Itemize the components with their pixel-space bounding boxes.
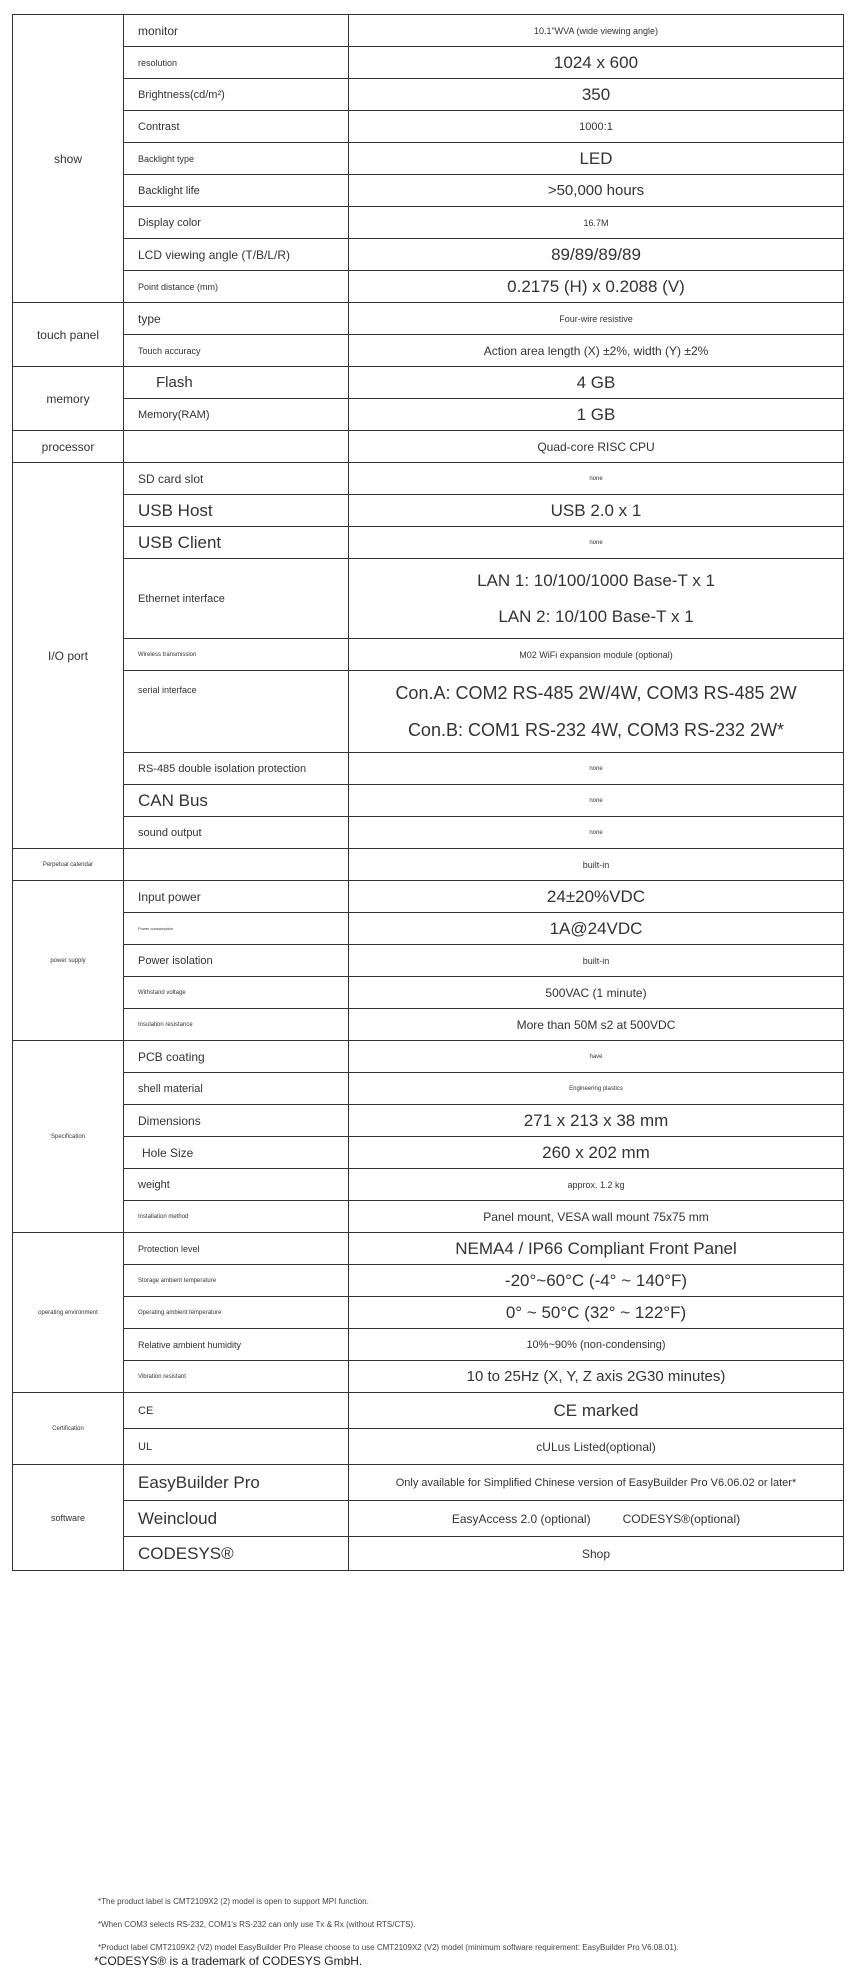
row-value: built-in: [349, 945, 844, 977]
section-processor: processor: [13, 431, 124, 463]
row-value: 10 to 25Hz (X, Y, Z axis 2G30 minutes): [349, 1361, 844, 1393]
row-value: Only available for Simplified Chinese version of EasyBuilder Pro V6.06.02 or later*: [349, 1465, 844, 1501]
row-label: Installation method: [124, 1201, 349, 1233]
row-label: Protection level: [124, 1233, 349, 1265]
table-row: [13, 463, 844, 495]
value-line-2: Con.B: COM1 RS-232 4W, COM3 RS-232 2W*: [407, 719, 785, 740]
row-label: weight: [124, 1169, 349, 1201]
table-row: [13, 671, 844, 753]
row-label: [124, 431, 349, 463]
row-value: 0° ~ 50°C (32° ~ 122°F): [349, 1297, 844, 1329]
row-value: USB 2.0 x 1: [349, 495, 844, 527]
row-label: CAN Bus: [124, 785, 349, 817]
table-row: [13, 1073, 844, 1105]
table-row: [13, 913, 844, 945]
table-row: [13, 1041, 844, 1073]
row-label: Backlight life: [124, 175, 349, 207]
row-value: 4 GB: [349, 367, 844, 399]
table-row: [13, 495, 844, 527]
row-value: 1000:1: [349, 111, 844, 143]
row-label: Ethernet interface: [124, 559, 349, 639]
row-label: sound output: [124, 817, 349, 849]
row-label: Weincloud: [124, 1501, 349, 1537]
table-row: [13, 1137, 844, 1169]
row-value: More than 50M s2 at 500VDC: [349, 1009, 844, 1041]
row-value: -20°~60°C (-4° ~ 140°F): [349, 1265, 844, 1297]
table-row: [13, 817, 844, 849]
section-specification: Specification: [13, 1041, 124, 1233]
row-value: Engineering plastics: [349, 1073, 844, 1105]
row-label: Touch accuracy: [124, 335, 349, 367]
row-value: 24±20%VDC: [349, 881, 844, 913]
row-label: Contrast: [124, 111, 349, 143]
row-value: 16.7M: [349, 207, 844, 239]
table-row: [13, 239, 844, 271]
row-value: [349, 671, 844, 753]
row-value: 271 x 213 x 38 mm: [349, 1105, 844, 1137]
row-label: Power isolation: [124, 945, 349, 977]
row-label: Display color: [124, 207, 349, 239]
row-label: resolution: [124, 47, 349, 79]
table-row: [13, 111, 844, 143]
table-row: [13, 1297, 844, 1329]
row-label: Brightness(cd/m²): [124, 79, 349, 111]
row-label: Flash: [124, 367, 349, 399]
table-row: [13, 303, 844, 335]
row-label: Withstand voltage: [124, 977, 349, 1009]
row-label: Point distance (mm): [124, 271, 349, 303]
row-value: have: [349, 1041, 844, 1073]
row-value: 500VAC (1 minute): [349, 977, 844, 1009]
row-label: Vibration resistant: [124, 1361, 349, 1393]
table-row: [13, 977, 844, 1009]
row-value: none: [349, 463, 844, 495]
row-value: NEMA4 / IP66 Compliant Front Panel: [349, 1233, 844, 1265]
table-row: [13, 367, 844, 399]
row-value: cULus Listed(optional): [349, 1429, 844, 1465]
row-value: 350: [349, 79, 844, 111]
table-row: [13, 785, 844, 817]
row-value: none: [349, 785, 844, 817]
row-label: monitor: [124, 15, 349, 47]
row-label: RS-485 double isolation protection: [124, 753, 349, 785]
table-row: [13, 79, 844, 111]
row-label: UL: [124, 1429, 349, 1465]
row-value: CE marked: [349, 1393, 844, 1429]
value-part-2: CODESYS®(optional): [622, 1511, 741, 1526]
row-value: Shop: [349, 1537, 844, 1571]
table-row: [13, 527, 844, 559]
section-show: show: [13, 15, 124, 303]
table-row: [13, 143, 844, 175]
table-row: [13, 753, 844, 785]
row-value: [349, 559, 844, 639]
section-power-supply: power supply: [13, 881, 124, 1041]
table-row: [13, 1201, 844, 1233]
row-value: 10.1"WVA (wide viewing angle): [349, 15, 844, 47]
row-value: Quad-core RISC CPU: [349, 431, 844, 463]
table-row: [13, 431, 844, 463]
footnote: *The product label is CMT2109X2 (2) model is open to support MPI function.: [98, 1897, 369, 1906]
table-row: [13, 1465, 844, 1501]
table-row: [13, 1009, 844, 1041]
trademark-note: *CODESYS® is a trademark of CODESYS GmbH.: [94, 1954, 363, 1968]
table-row: [13, 1429, 844, 1465]
row-value: 1A@24VDC: [349, 913, 844, 945]
table-row: [13, 1265, 844, 1297]
row-value: 89/89/89/89: [349, 239, 844, 271]
row-label: Relative ambient humidity: [124, 1329, 349, 1361]
row-label: Operating ambient temperature: [124, 1297, 349, 1329]
row-label: serial interface: [124, 671, 349, 753]
value-part-1: EasyAccess 2.0 (optional): [451, 1511, 591, 1526]
value-line-1: Con.A: COM2 RS-485 2W/4W, COM3 RS-485 2W: [395, 682, 797, 703]
table-row: [13, 47, 844, 79]
section-io-port: I/O port: [13, 463, 124, 849]
row-label: Hole Size: [124, 1137, 349, 1169]
row-label: LCD viewing angle (T/B/L/R): [124, 239, 349, 271]
row-value: Panel mount, VESA wall mount 75x75 mm: [349, 1201, 844, 1233]
table-row: [13, 1169, 844, 1201]
value-line-2: LAN 2: 10/100 Base-T x 1: [498, 606, 694, 626]
row-value: LED: [349, 143, 844, 175]
footnotes: [98, 1890, 838, 1959]
row-label: Storage ambient temperature: [124, 1265, 349, 1297]
row-value: built-in: [349, 849, 844, 881]
table-row: [13, 849, 844, 881]
row-label: shell material: [124, 1073, 349, 1105]
table-row: [13, 1393, 844, 1429]
row-label: Dimensions: [124, 1105, 349, 1137]
table-row: [13, 399, 844, 431]
table-row: [13, 1233, 844, 1265]
row-label: Power consumption: [124, 913, 349, 945]
row-value: >50,000 hours: [349, 175, 844, 207]
row-label: Input power: [124, 881, 349, 913]
table-row: [13, 15, 844, 47]
footnote: *When COM3 selects RS-232, COM1's RS-232 can only use Tx & Rx (without RTS/CTS).: [98, 1920, 416, 1929]
table-row: [13, 1361, 844, 1393]
row-value: 1 GB: [349, 399, 844, 431]
row-label: CODESYS®: [124, 1537, 349, 1571]
section-operating-environment: operating environment: [13, 1233, 124, 1393]
row-label: CE: [124, 1393, 349, 1429]
table-row: [13, 1501, 844, 1537]
row-value: approx. 1.2 kg: [349, 1169, 844, 1201]
row-value: 10%~90% (non-condensing): [349, 1329, 844, 1361]
row-label: type: [124, 303, 349, 335]
section-certification: Certification: [13, 1393, 124, 1465]
row-label: SD card slot: [124, 463, 349, 495]
table-row: [13, 639, 844, 671]
row-value: 260 x 202 mm: [349, 1137, 844, 1169]
table-row: [13, 1105, 844, 1137]
table-row: [13, 1329, 844, 1361]
section-memory: memory: [13, 367, 124, 431]
table-row: [13, 271, 844, 303]
table-row: [13, 175, 844, 207]
row-value: [349, 1501, 844, 1537]
row-value: Four-wire resistive: [349, 303, 844, 335]
table-row: [13, 207, 844, 239]
row-label: EasyBuilder Pro: [124, 1465, 349, 1501]
row-value: 0.2175 (H) x 0.2088 (V): [349, 271, 844, 303]
table-row: [13, 335, 844, 367]
table-row: [13, 945, 844, 977]
table-row: [13, 1537, 844, 1571]
footnote: *Product label CMT2109X2 (V2) model EasyBuilder Pro Please choose to use CMT2109X2 (V2) model (minimum software requirement: EasyBuilder Pro V6.08.01).: [98, 1943, 679, 1952]
table-row: [13, 559, 844, 639]
row-value: 1024 x 600: [349, 47, 844, 79]
value-line-1: LAN 1: 10/100/1000 Base-T x 1: [477, 570, 715, 590]
row-value: none: [349, 817, 844, 849]
row-value: none: [349, 527, 844, 559]
row-label: [124, 849, 349, 881]
row-value: M02 WiFi expansion module (optional): [349, 639, 844, 671]
row-label: USB Host: [124, 495, 349, 527]
row-label: Wireless transmission: [124, 639, 349, 671]
row-value: Action area length (X) ±2%, width (Y) ±2%: [349, 335, 844, 367]
spec-table: [12, 14, 844, 1571]
section-touch-panel: touch panel: [13, 303, 124, 367]
row-label: PCB coating: [124, 1041, 349, 1073]
row-value: none: [349, 753, 844, 785]
section-perpetual-calendar: Perpetual calendar: [13, 849, 124, 881]
row-label: Memory(RAM): [124, 399, 349, 431]
row-label: Backlight type: [124, 143, 349, 175]
row-label: Insulation resistance: [124, 1009, 349, 1041]
table-row: [13, 881, 844, 913]
row-label: USB Client: [124, 527, 349, 559]
section-software: software: [13, 1465, 124, 1571]
